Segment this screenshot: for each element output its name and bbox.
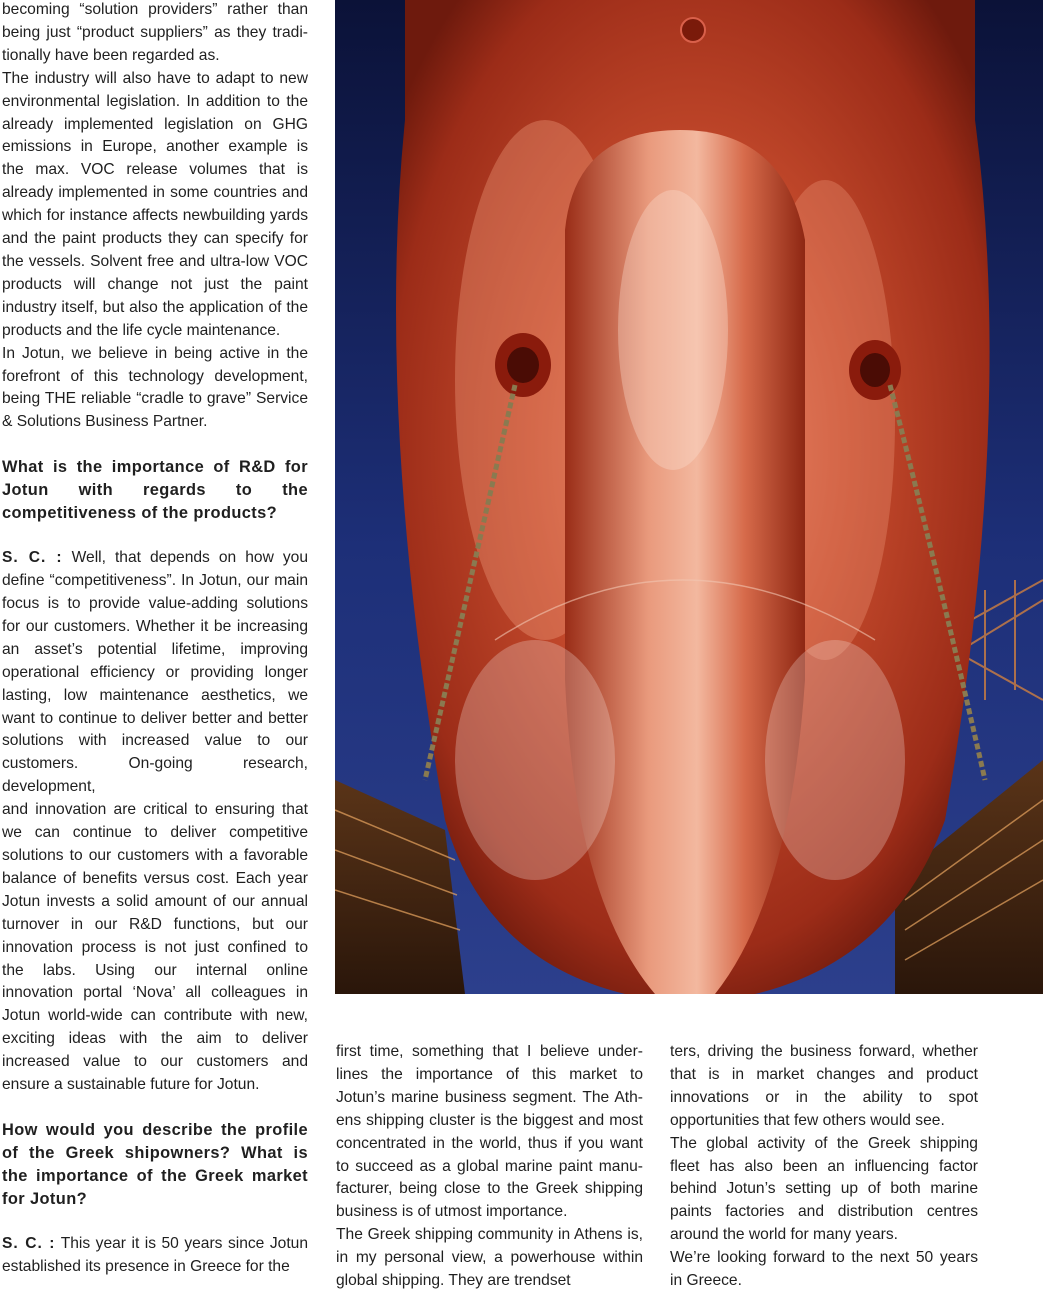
paragraph: and innovation are critical to ensuring that we can continue to deliver competitive solutions to our customers with a favorable balance of benefits versus cost. Each year Jotun invests a solid amount of our annual turnover in our R&D functions, but our innovation process is not just confined to the labs. Using our internal online innovation portal ‘Nova’ all colleagues in Jotun world-wide can contribute with new, exciting ideas with the aim to deliver increased value to our customers and ensure a sustainable future for Jotun. — [2, 801, 308, 1094]
paragraph: The global activity of the Greek shipping fleet has also been an influencing factor behind Jotun’s setting up of both marine paints factories and distribution centres around the world for many years. — [670, 1134, 978, 1244]
paragraph: The Greek shipping community in Athens is, in my personal view, a powerhouse within global shipping. They are trendset — [336, 1226, 643, 1290]
speaker-initials: S. C. : — [2, 549, 63, 567]
article-right-column — [670, 1041, 978, 1293]
paragraph: We’re looking forward to the next 50 years in Greece. — [670, 1249, 978, 1290]
answer-text: This year it is 50 years since Jotun established its presence in Greece for the — [2, 1234, 308, 1275]
speaker-initials: S. C. : — [2, 1234, 56, 1252]
paragraph: first time, something that I believe underlines the importance of this market to Jotun’s marine business segment. The Athens shipping cluster is the biggest and most concentrated in the world, thus if you want to succeed as a global marine paint manufacturer, being close to the Greek shipping business is of utmost importance. — [336, 1043, 643, 1221]
answer-text: Well, that depends on how you define “competitiveness”. In Jotun, our main focus is to provide value-adding solutions for our customers. Whether it be increasing an asset’s potential lifetime, improving operational efficiency or providing longer lasting, low maintenance aesthetics, we want to continue to deliver better and better solutions with increased value to our customers. On-going research, development, — [2, 549, 308, 796]
article-left-column — [2, 0, 308, 1279]
interview-question: How would you describe the profile of the Greek shipowners? What is the importance of the Greek market for Jotun? — [2, 1120, 308, 1208]
interview-answer — [2, 1233, 308, 1279]
paragraph: The industry will also have to adapt to new environmental legislation. In addition to the already implemented legislation on GHG emissions in Europe, another example is the max. VOC release volumes that is already implemented in some countries and which for instance affects newbuilding yards and the paint products they can specify for the vessels. Solvent free and ultra-low VOC products will change not just the paint industry itself, but also the application of the products and the life cycle maintenance. — [2, 69, 308, 339]
paragraph: becoming “solution providers” rather than being just “product suppliers” as they traditionally have been regarded as. — [2, 1, 308, 64]
interview-question: What is the importance of R&D for Jotun with regards to the competitiveness of the products? — [2, 458, 308, 523]
hull-bolt — [681, 18, 705, 42]
ship-bow-photo — [335, 0, 1043, 994]
hawse-pipe-left — [495, 333, 551, 397]
interview-answer — [2, 547, 308, 799]
hawse-pipe-right — [849, 340, 901, 400]
paragraph: ters, driving the business forward, whether that is in market changes and product innovations or in the ability to spot opportunities that few others would see. — [670, 1043, 978, 1129]
article-middle-column — [336, 1041, 643, 1293]
paragraph: In Jotun, we believe in being active in the forefront of this technology development, being THE reliable “cradle to grave” Service & Solutions Business Partner. — [2, 344, 308, 431]
